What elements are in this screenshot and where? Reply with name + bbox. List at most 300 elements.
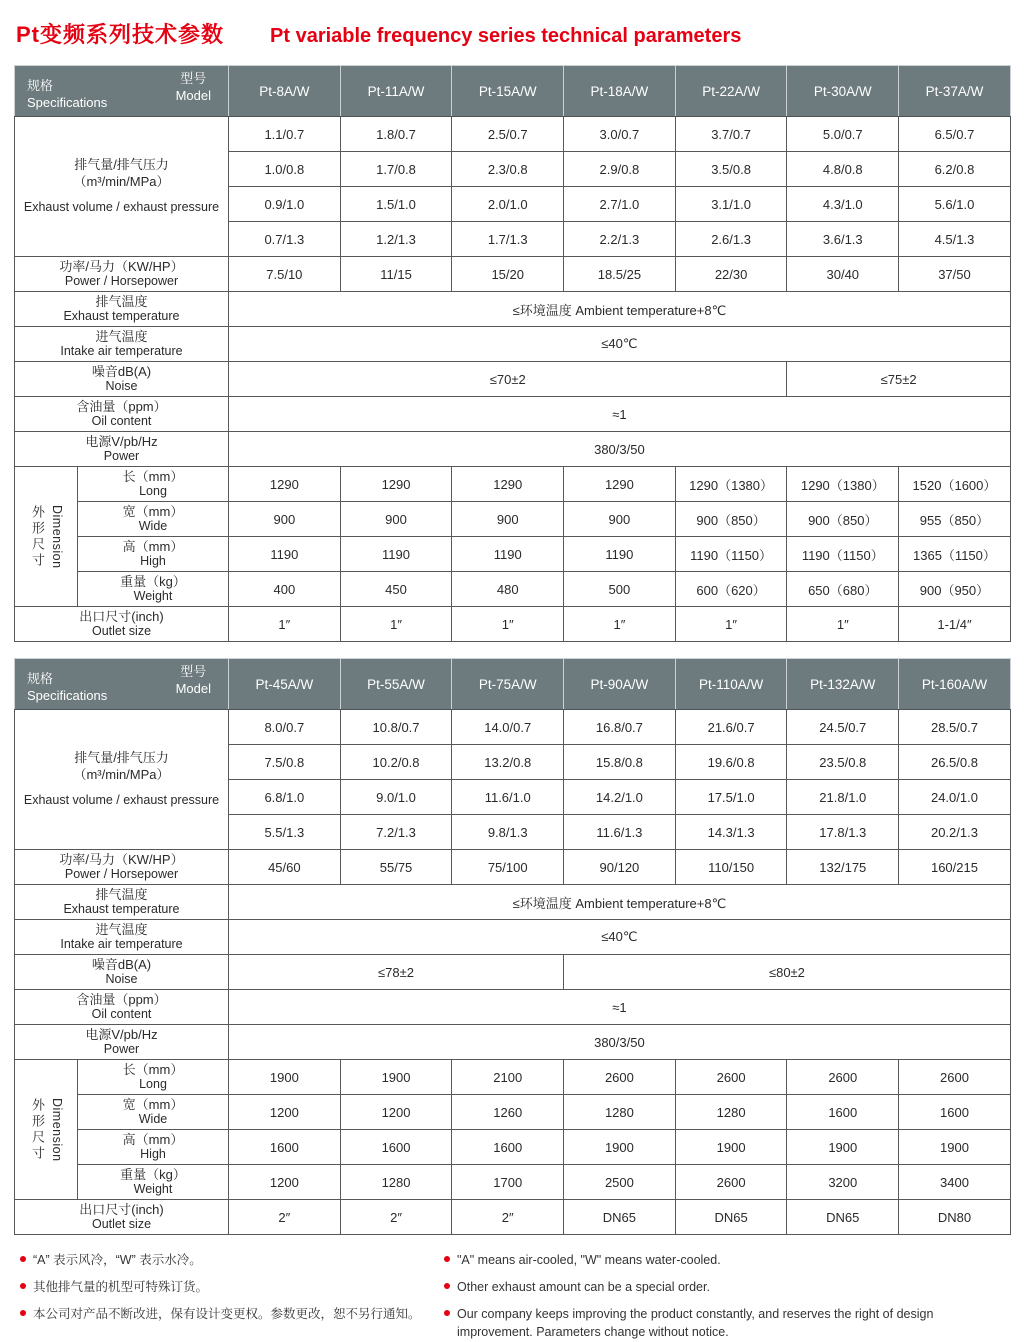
model-header: Pt-18A/W <box>564 66 676 117</box>
page-title-en: Pt variable frequency series technical parameters <box>270 25 741 48</box>
corner-spec-zh: 规格 <box>27 671 107 688</box>
value-cell-span: ≤环境温度 Ambient temperature+8℃ <box>229 885 1011 920</box>
page-title <box>16 18 1010 49</box>
value-cell: 11.6/1.0 <box>452 780 564 815</box>
note-text: 本公司对产品不断改进，保有设计变更权。参数更改，恕不另行通知。 <box>33 1307 421 1321</box>
value-cell: 900 <box>340 502 452 537</box>
table-row <box>15 710 1011 745</box>
row-label-noise <box>15 955 229 990</box>
value-cell: 45/60 <box>229 850 341 885</box>
value-cell: 18.5/25 <box>564 257 676 292</box>
value-cell: 11/15 <box>340 257 452 292</box>
row-label-zh: 噪音dB(A) <box>17 364 226 379</box>
value-cell: 3.0/0.7 <box>564 117 676 152</box>
value-cell: 1600 <box>340 1130 452 1165</box>
value-cell: 1200 <box>229 1095 341 1130</box>
value-cell: 1200 <box>340 1095 452 1130</box>
model-header: Pt-8A/W <box>229 66 341 117</box>
row-label-zh: 含油量（ppm） <box>17 399 226 414</box>
bullet-icon <box>20 1283 26 1289</box>
row-label-power_supply <box>15 432 229 467</box>
table-row <box>15 467 1011 502</box>
value-cell: 1290 <box>564 467 676 502</box>
row-label-en: Wide <box>80 519 226 534</box>
bullet-icon <box>444 1283 450 1289</box>
row-label-zh: 功率/马力（KW/HP） <box>17 259 226 274</box>
value-cell: 1600 <box>229 1130 341 1165</box>
value-cell: 1190 <box>564 537 676 572</box>
value-cell: 110/150 <box>675 850 787 885</box>
value-cell: 3.1/1.0 <box>675 187 787 222</box>
corner-spec-en: Specifications <box>27 95 107 112</box>
value-cell: 2600 <box>675 1060 787 1095</box>
value-cell: 1520（1600） <box>899 467 1011 502</box>
row-label-en: Exhaust temperature <box>17 902 226 917</box>
value-cell: 6.8/1.0 <box>229 780 341 815</box>
model-header: Pt-55A/W <box>340 659 452 710</box>
value-cell: 4.3/1.0 <box>787 187 899 222</box>
dimension-vertical-wrap <box>17 467 75 606</box>
value-cell: 1190（1150） <box>787 537 899 572</box>
page-title-zh: Pt变频系列技术参数 <box>16 18 224 49</box>
row-label-zh: 含油量（ppm） <box>17 992 226 1007</box>
row-label-en: High <box>80 554 226 569</box>
value-cell: 24.0/1.0 <box>899 780 1011 815</box>
value-cell: 11.6/1.3 <box>564 815 676 850</box>
row-label-oil <box>15 990 229 1025</box>
value-cell: 1600 <box>452 1130 564 1165</box>
value-cell: 7.2/1.3 <box>340 815 452 850</box>
row-label-zh: 排气温度 <box>17 294 226 309</box>
value-cell: 1365（1150） <box>899 537 1011 572</box>
value-cell: 2.2/1.3 <box>564 222 676 257</box>
value-cell: 900 <box>452 502 564 537</box>
value-cell-span: ≈1 <box>229 990 1011 1025</box>
row-label-zh: 电源V/pb/Hz <box>17 434 226 449</box>
value-cell: 2.3/0.8 <box>452 152 564 187</box>
value-cell: 7.5/0.8 <box>229 745 341 780</box>
row-label-zh: 宽（mm） <box>80 504 226 519</box>
row-label-en: Exhaust volume / exhaust pressure <box>17 200 226 216</box>
value-cell: 55/75 <box>340 850 452 885</box>
value-cell: 400 <box>229 572 341 607</box>
value-cell: 14.0/0.7 <box>452 710 564 745</box>
value-cell: 37/50 <box>899 257 1011 292</box>
model-header: Pt-75A/W <box>452 659 564 710</box>
value-cell: 90/120 <box>564 850 676 885</box>
row-label-zh: 功率/马力（KW/HP） <box>17 852 226 867</box>
value-cell: 2″ <box>229 1200 341 1235</box>
value-cell: 30/40 <box>787 257 899 292</box>
value-cell: 1900 <box>229 1060 341 1095</box>
table-row <box>15 885 1011 920</box>
row-label-wide <box>78 1095 229 1130</box>
value-cell: 955（850） <box>899 502 1011 537</box>
value-cell: 15.8/0.8 <box>564 745 676 780</box>
note-text: Our company keeps improving the product constantly, and reserves the right of design improvement. Parameters change without notice. <box>457 1307 933 1340</box>
table-row <box>15 362 1011 397</box>
note-text: 其他排气量的机型可特殊订货。 <box>33 1280 208 1294</box>
header-row <box>15 66 1011 117</box>
value-cell: 2.9/0.8 <box>564 152 676 187</box>
value-cell: 0.9/1.0 <box>229 187 341 222</box>
table-row <box>15 572 1011 607</box>
table-body <box>15 659 1011 1235</box>
table-row <box>15 990 1011 1025</box>
value-cell: 1900 <box>564 1130 676 1165</box>
table-row <box>15 327 1011 362</box>
value-cell: 1″ <box>787 607 899 642</box>
value-cell: 900（850） <box>675 502 787 537</box>
note-item <box>444 1305 1010 1342</box>
value-cell: DN65 <box>675 1200 787 1235</box>
value-cell-span: ≤40℃ <box>229 920 1011 955</box>
spec-tables <box>14 65 1010 1235</box>
value-cell: 14.3/1.3 <box>675 815 787 850</box>
corner-spec-en: Specifications <box>27 688 107 705</box>
row-label-en: Wide <box>80 1112 226 1127</box>
value-cell: 1900 <box>899 1130 1011 1165</box>
value-cell: 17.8/1.3 <box>787 815 899 850</box>
value-cell: 6.5/0.7 <box>899 117 1011 152</box>
row-label-zh: 排气温度 <box>17 887 226 902</box>
row-label-en: Noise <box>17 972 226 987</box>
value-cell: 1″ <box>452 607 564 642</box>
model-header: Pt-90A/W <box>564 659 676 710</box>
value-cell: 21.6/0.7 <box>675 710 787 745</box>
value-cell: 2″ <box>340 1200 452 1235</box>
value-cell: 450 <box>340 572 452 607</box>
table-row <box>15 955 1011 990</box>
row-label-zh: 出口尺寸(inch) <box>17 609 226 624</box>
model-header: Pt-110A/W <box>675 659 787 710</box>
corner-spec-zh: 规格 <box>27 78 107 95</box>
corner-spec-label <box>27 78 107 112</box>
row-label-power_supply <box>15 1025 229 1060</box>
note-text: Other exhaust amount can be a special order. <box>457 1280 710 1294</box>
bullet-icon <box>444 1310 450 1316</box>
model-header: Pt-15A/W <box>452 66 564 117</box>
value-cell: 9.0/1.0 <box>340 780 452 815</box>
value-cell: 1190 <box>340 537 452 572</box>
value-cell: 4.5/1.3 <box>899 222 1011 257</box>
row-label-zh: 长（mm） <box>80 1062 226 1077</box>
corner-model-en: Model <box>176 88 211 105</box>
row-label-en: Oil content <box>17 1007 226 1022</box>
value-cell: 3400 <box>899 1165 1011 1200</box>
value-cell: 6.2/0.8 <box>899 152 1011 187</box>
value-cell: 1290 <box>229 467 341 502</box>
corner-model-label <box>176 71 211 105</box>
note-text: “A” 表示风冷，“W” 表示水冷。 <box>33 1253 202 1267</box>
row-label-wide <box>78 502 229 537</box>
row-label-exhaust_temp <box>15 292 229 327</box>
row-label-en: Power <box>17 1042 226 1057</box>
row-label-zh: 重量（kg） <box>80 1167 226 1182</box>
row-label-en: Power <box>17 449 226 464</box>
table-row <box>15 607 1011 642</box>
row-label-unit: （m³/min/MPa） <box>17 174 226 190</box>
row-label-outlet <box>15 607 229 642</box>
row-label-zh: 出口尺寸(inch) <box>17 1202 226 1217</box>
footnotes <box>14 1251 1010 1342</box>
table-row <box>15 1025 1011 1060</box>
row-label-zh: 排气量/排气压力 <box>17 157 226 173</box>
row-label-high <box>78 537 229 572</box>
value-cell: 28.5/0.7 <box>899 710 1011 745</box>
table-row <box>15 1200 1011 1235</box>
value-cell: 2600 <box>675 1165 787 1200</box>
model-header: Pt-30A/W <box>787 66 899 117</box>
value-cell: 1600 <box>899 1095 1011 1130</box>
model-header: Pt-132A/W <box>787 659 899 710</box>
table-row <box>15 1130 1011 1165</box>
value-cell: 1290 <box>452 467 564 502</box>
spec-table-2 <box>14 658 1011 1235</box>
value-cell: 500 <box>564 572 676 607</box>
row-label-power_hp <box>15 257 229 292</box>
row-label-en: Intake air temperature <box>17 344 226 359</box>
value-cell: 8.0/0.7 <box>229 710 341 745</box>
value-cell: 7.5/10 <box>229 257 341 292</box>
row-label-exhaust-volume <box>15 710 229 850</box>
corner-cell <box>15 66 229 117</box>
corner-model-en: Model <box>176 681 211 698</box>
table-row <box>15 1060 1011 1095</box>
value-cell: 1600 <box>787 1095 899 1130</box>
row-label-long <box>78 1060 229 1095</box>
row-label-en: Exhaust volume / exhaust pressure <box>17 793 226 809</box>
corner-model-zh: 型号 <box>176 71 211 88</box>
row-label-weight <box>78 572 229 607</box>
table-row <box>15 850 1011 885</box>
value-cell: 1.2/1.3 <box>340 222 452 257</box>
table-row <box>15 920 1011 955</box>
row-label-en: Long <box>80 484 226 499</box>
value-cell-span: ≤75±2 <box>787 362 1010 397</box>
value-cell: 3.6/1.3 <box>787 222 899 257</box>
value-cell: 3200 <box>787 1165 899 1200</box>
row-label-intake_temp <box>15 920 229 955</box>
value-cell: 1280 <box>340 1165 452 1200</box>
row-label-high <box>78 1130 229 1165</box>
row-label-zh: 噪音dB(A) <box>17 957 226 972</box>
value-cell: 21.8/1.0 <box>787 780 899 815</box>
value-cell: 75/100 <box>452 850 564 885</box>
value-cell: 20.2/1.3 <box>899 815 1011 850</box>
value-cell: 26.5/0.8 <box>899 745 1011 780</box>
row-label-oil <box>15 397 229 432</box>
value-cell: 1280 <box>675 1095 787 1130</box>
row-label-en: Intake air temperature <box>17 937 226 952</box>
row-label-en: Power / Horsepower <box>17 274 226 289</box>
value-cell: 3.7/0.7 <box>675 117 787 152</box>
value-cell-span: ≤80±2 <box>564 955 1011 990</box>
row-label-zh: 排气量/排气压力 <box>17 750 226 766</box>
note-item <box>444 1251 1010 1270</box>
value-cell: 2500 <box>564 1165 676 1200</box>
value-cell: 2100 <box>452 1060 564 1095</box>
value-cell: 3.5/0.8 <box>675 152 787 187</box>
spec-table-1 <box>14 65 1011 642</box>
value-cell: 1290 <box>340 467 452 502</box>
value-cell: 2.7/1.0 <box>564 187 676 222</box>
value-cell: 1290（1380） <box>787 467 899 502</box>
value-cell: 5.0/0.7 <box>787 117 899 152</box>
row-label-en: Oil content <box>17 414 226 429</box>
model-header: Pt-37A/W <box>899 66 1011 117</box>
footnotes-en <box>444 1251 1010 1342</box>
model-header: Pt-160A/W <box>899 659 1011 710</box>
value-cell: 2600 <box>899 1060 1011 1095</box>
row-label-en: Outlet size <box>17 624 226 639</box>
row-label-intake_temp <box>15 327 229 362</box>
value-cell: 1.0/0.8 <box>229 152 341 187</box>
row-label-zh: 进气温度 <box>17 922 226 937</box>
value-cell: 900（950） <box>899 572 1011 607</box>
row-label-zh: 宽（mm） <box>80 1097 226 1112</box>
dimension-group-label <box>15 467 78 607</box>
value-cell: 17.5/1.0 <box>675 780 787 815</box>
value-cell: 900 <box>229 502 341 537</box>
row-label-zh: 高（mm） <box>80 1132 226 1147</box>
model-header: Pt-11A/W <box>340 66 452 117</box>
header-row <box>15 659 1011 710</box>
row-label-exhaust-volume <box>15 117 229 257</box>
row-label-zh: 重量（kg） <box>80 574 226 589</box>
dimension-vertical-wrap <box>17 1060 75 1199</box>
bullet-icon <box>444 1256 450 1262</box>
value-cell: 1260 <box>452 1095 564 1130</box>
note-text: "A" means air-cooled, "W" means water-cooled. <box>457 1253 721 1267</box>
table-row <box>15 257 1011 292</box>
value-cell-span: ≤70±2 <box>229 362 787 397</box>
row-label-zh: 进气温度 <box>17 329 226 344</box>
row-label-en: Weight <box>80 589 226 604</box>
value-cell: DN65 <box>787 1200 899 1235</box>
table-row <box>15 537 1011 572</box>
table-row <box>15 1095 1011 1130</box>
value-cell-span: ≤环境温度 Ambient temperature+8℃ <box>229 292 1011 327</box>
value-cell: 2.5/0.7 <box>452 117 564 152</box>
value-cell: 900 <box>564 502 676 537</box>
value-cell-span: ≈1 <box>229 397 1011 432</box>
dimension-label-en: Dimension <box>50 505 64 569</box>
value-cell: 10.8/0.7 <box>340 710 452 745</box>
value-cell: 1280 <box>564 1095 676 1130</box>
value-cell-span: ≤78±2 <box>229 955 564 990</box>
row-label-exhaust_temp <box>15 885 229 920</box>
row-label-unit: （m³/min/MPa） <box>17 767 226 783</box>
value-cell: 2.0/1.0 <box>452 187 564 222</box>
row-label-en: Outlet size <box>17 1217 226 1232</box>
value-cell: 900（850） <box>787 502 899 537</box>
note-item <box>20 1251 444 1270</box>
value-cell: 1190 <box>229 537 341 572</box>
value-cell: 14.2/1.0 <box>564 780 676 815</box>
row-label-noise <box>15 362 229 397</box>
row-label-zh: 电源V/pb/Hz <box>17 1027 226 1042</box>
value-cell: 1″ <box>340 607 452 642</box>
table-row <box>15 1165 1011 1200</box>
corner-cell <box>15 659 229 710</box>
row-label-power_hp <box>15 850 229 885</box>
corner-model-label <box>176 664 211 698</box>
model-header: Pt-22A/W <box>675 66 787 117</box>
value-cell: 5.5/1.3 <box>229 815 341 850</box>
value-cell: 9.8/1.3 <box>452 815 564 850</box>
value-cell-span: 380/3/50 <box>229 432 1011 467</box>
table-body <box>15 66 1011 642</box>
table-row <box>15 292 1011 327</box>
value-cell: 480 <box>452 572 564 607</box>
value-cell: 5.6/1.0 <box>899 187 1011 222</box>
value-cell-span: 380/3/50 <box>229 1025 1011 1060</box>
value-cell: 1.7/1.3 <box>452 222 564 257</box>
value-cell: 1″ <box>675 607 787 642</box>
value-cell: 1-1/4″ <box>899 607 1011 642</box>
model-header: Pt-45A/W <box>229 659 341 710</box>
value-cell: 1.7/0.8 <box>340 152 452 187</box>
value-cell: 4.8/0.8 <box>787 152 899 187</box>
note-item <box>20 1278 444 1297</box>
value-cell: 13.2/0.8 <box>452 745 564 780</box>
value-cell: 1190（1150） <box>675 537 787 572</box>
dimension-label-zh: 外形尺寸 <box>28 505 47 569</box>
value-cell: 22/30 <box>675 257 787 292</box>
row-label-en: High <box>80 1147 226 1162</box>
row-label-en: Exhaust temperature <box>17 309 226 324</box>
value-cell: 0.7/1.3 <box>229 222 341 257</box>
value-cell: DN65 <box>564 1200 676 1235</box>
dimension-label-zh: 外形尺寸 <box>28 1098 47 1162</box>
value-cell: 16.8/0.7 <box>564 710 676 745</box>
value-cell: 1190 <box>452 537 564 572</box>
table-row <box>15 397 1011 432</box>
value-cell: 24.5/0.7 <box>787 710 899 745</box>
value-cell: 1.8/0.7 <box>340 117 452 152</box>
value-cell: 23.5/0.8 <box>787 745 899 780</box>
value-cell-span: ≤40℃ <box>229 327 1011 362</box>
value-cell: 1200 <box>229 1165 341 1200</box>
value-cell: 10.2/0.8 <box>340 745 452 780</box>
value-cell: 1.5/1.0 <box>340 187 452 222</box>
value-cell: 15/20 <box>452 257 564 292</box>
row-label-long <box>78 467 229 502</box>
value-cell: 1900 <box>675 1130 787 1165</box>
value-cell: 1900 <box>787 1130 899 1165</box>
row-label-en: Long <box>80 1077 226 1092</box>
value-cell: DN80 <box>899 1200 1011 1235</box>
value-cell: 2600 <box>787 1060 899 1095</box>
row-label-outlet <box>15 1200 229 1235</box>
table-row <box>15 502 1011 537</box>
value-cell: 160/215 <box>899 850 1011 885</box>
value-cell: 1.1/0.7 <box>229 117 341 152</box>
value-cell: 132/175 <box>787 850 899 885</box>
value-cell: 1″ <box>229 607 341 642</box>
table-row <box>15 432 1011 467</box>
value-cell: 2600 <box>564 1060 676 1095</box>
bullet-icon <box>20 1256 26 1262</box>
footnotes-zh <box>20 1251 444 1342</box>
dimension-group-label <box>15 1060 78 1200</box>
value-cell: 1″ <box>564 607 676 642</box>
corner-spec-label <box>27 671 107 705</box>
value-cell: 2″ <box>452 1200 564 1235</box>
value-cell: 1290（1380） <box>675 467 787 502</box>
value-cell: 1700 <box>452 1165 564 1200</box>
